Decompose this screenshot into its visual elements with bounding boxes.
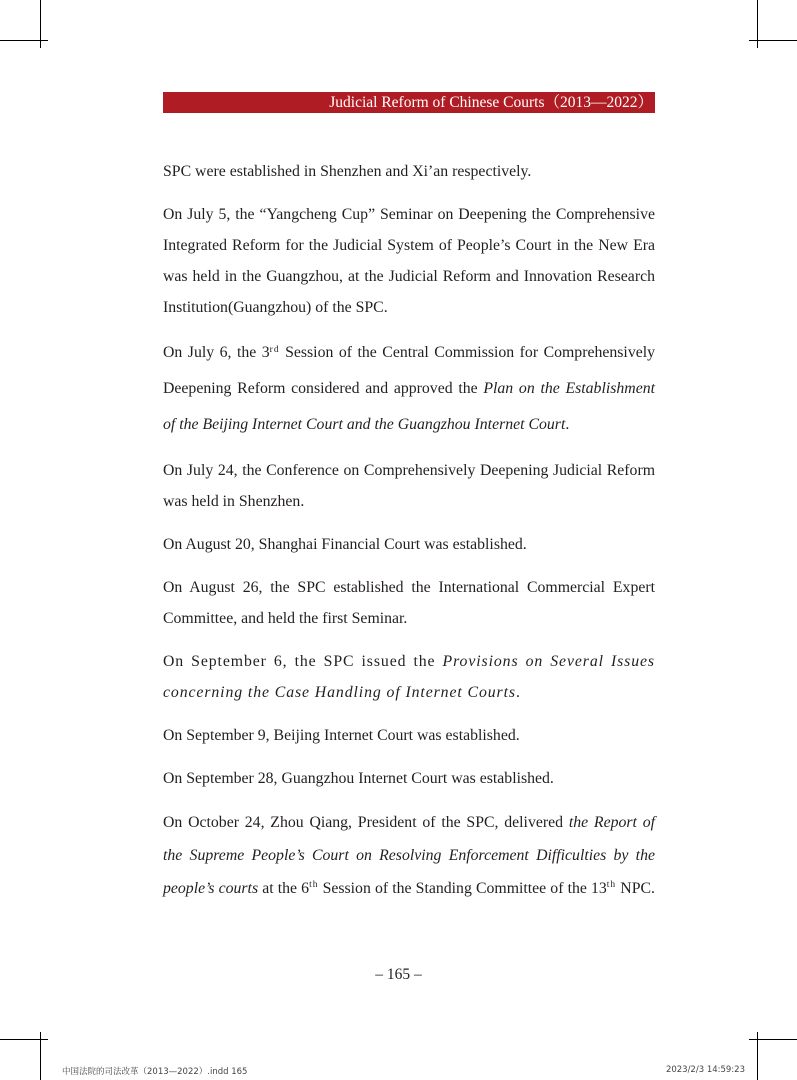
paragraph-text: On October 24, Zhou Qiang, President of the SPC, delivered: [163, 814, 569, 831]
italic-title: Provisions on Several Issues concerning the Case Handling of Internet Courts: [163, 653, 655, 701]
italic-title: Plan on the Establishment of the Beijing Internet Court and the Guangzhou Internet Court: [163, 380, 655, 433]
superscript: th: [606, 880, 617, 890]
paragraph: On September 28, Guangzhou Internet Court was established.: [163, 770, 554, 787]
paragraph-text: at the 6: [258, 880, 310, 897]
paragraph: [163, 646, 655, 708]
print-slug-right: 2023/2/3 14:59:23: [665, 1065, 745, 1075]
crop-mark: [0, 40, 48, 41]
running-header-title: Judicial Reform of Chinese Courts（2013—2022）: [329, 94, 653, 111]
crop-mark: [0, 1039, 48, 1040]
paragraph: [163, 335, 655, 443]
paragraph-text: Session of the Central Commission for Comprehensively Deepening Reform considered and approved the: [163, 344, 656, 397]
paragraph: On August 20, Shanghai Financial Court was established.: [163, 536, 527, 553]
paragraph: On September 9, Beijing Internet Court was established.: [163, 727, 520, 744]
crop-mark: [749, 40, 797, 41]
paragraph-text: On July 6, the 3: [163, 344, 270, 361]
paragraph: On July 5, the “Yangcheng Cup” Seminar on Deepening the Comprehensive Integrated Reform for the Judicial System of People’s Court in the New Era was held in the Guangzhou, at the Judicial Reform and Innovation Research Institution(Guangzhou) of the SPC.: [163, 206, 655, 316]
running-header: [163, 92, 655, 113]
italic-title: the Report of the Supreme People’s Court on Resolving Enforcement Difficulties by the people’s courts: [163, 814, 655, 897]
superscript: th: [309, 880, 319, 890]
page-number: – 165 –: [375, 966, 422, 983]
paragraph: On August 26, the SPC established the International Commercial Expert Committee, and held the first Seminar.: [163, 579, 655, 627]
paragraph-text: .: [565, 416, 570, 433]
print-slug-left: 中国法院的司法改革（2013—2022）.indd 165: [62, 1067, 248, 1077]
paragraph-text: NPC.: [616, 880, 655, 897]
paragraph: [163, 806, 655, 905]
crop-mark: [749, 1039, 797, 1040]
paragraph-text: Session of the Standing Committee of the 13: [318, 880, 607, 897]
body-text: [163, 156, 655, 917]
paragraph: On July 24, the Conference on Comprehensively Deepening Judicial Reform was held in Shenzhen.: [163, 462, 655, 510]
superscript: rd: [269, 345, 280, 355]
paragraph-text: .: [515, 684, 521, 701]
paragraph: SPC were established in Shenzhen and Xi’an respectively.: [163, 163, 532, 180]
paragraph-text: On September 6, the SPC issued the: [163, 653, 443, 670]
